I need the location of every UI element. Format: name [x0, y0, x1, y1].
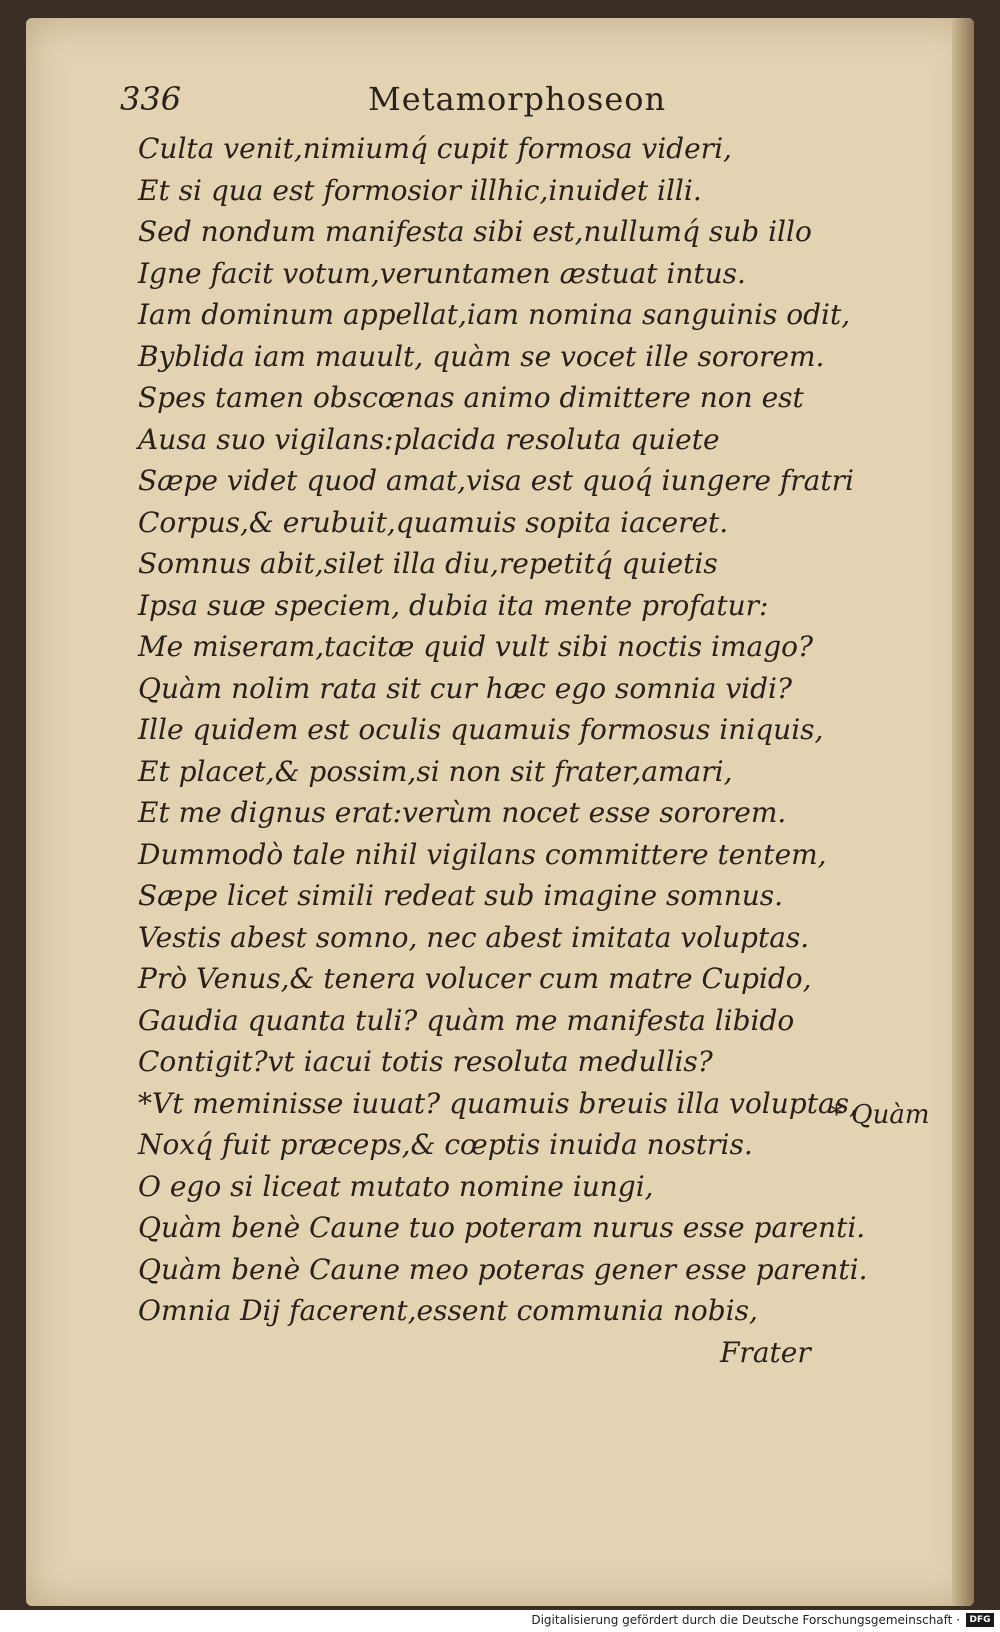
- verse-line: Noxq́ fuit præceps,& cœptis inuida nostris.: [138, 1128, 753, 1161]
- verse-line: Corpus,& erubuit,quamuis sopita iaceret.: [138, 505, 729, 539]
- verse-line: *Vt meminisse iuuat? quamuis breuis illa voluptas,: [138, 1086, 858, 1120]
- catchword: Frater: [720, 1336, 811, 1369]
- funding-notice: Digitalisierung gefördert durch die Deutsche Forschungsgemeinschaft ·: [531, 1613, 960, 1627]
- verse-line: Et me dignus erat:verùm nocet esse sororem.: [138, 796, 787, 829]
- verse-line: Contigit?vt iacui totis resoluta medullis?: [138, 1045, 713, 1078]
- verse-line: Dummodò tale nihil vigilans committere tentem,: [138, 837, 827, 871]
- verse-line: Igne facit votum,veruntamen æstuat intus.: [138, 256, 746, 290]
- dfg-logo-icon: DFG: [966, 1613, 994, 1627]
- verse-line: Sæpe licet simili redeat sub imagine somnus.: [138, 879, 784, 912]
- verse-line: Omnia Dij facerent,essent communia nobis,: [138, 1294, 758, 1327]
- verse-line: Spes tamen obscœnas animo dimittere non est: [138, 381, 804, 414]
- footer-bar: [0, 1610, 1000, 1632]
- verse-line: Ille quidem est oculis quamuis formosus iniquis,: [138, 713, 824, 746]
- verse-line: Quàm nolim rata sit cur hæc ego somnia vidi?: [138, 671, 792, 705]
- page-edge: [952, 18, 974, 1606]
- verse-line: Et si qua est formosior illhic,inuidet illi.: [138, 173, 702, 207]
- verse-line: Byblida iam mauult, quàm se vocet ille sororem.: [138, 339, 825, 373]
- verse-line: O ego si liceat mutato nomine iungi,: [138, 1169, 654, 1203]
- verse-line: Culta venit,nimiumq́ cupit formosa videri,: [138, 132, 732, 165]
- verse-line: Et placet,& possim,si non sit frater,amari,: [138, 754, 733, 788]
- verse-line: Ausa suo vigilans:placida resoluta quiete: [138, 422, 720, 456]
- verse-line: Iam dominum appellat,iam nomina sanguinis odit,: [138, 298, 851, 331]
- verse-line: Ipsa suæ speciem, dubia ita mente profatur:: [138, 588, 769, 622]
- verse-line: Gaudia quanta tuli? quàm me manifesta libido: [138, 1003, 795, 1037]
- margin-note: * Quàm: [830, 1100, 930, 1130]
- verse-line: Vestis abest somno, nec abest imitata voluptas.: [138, 920, 810, 954]
- verse-line: Quàm benè Caune tuo poteram nurus esse parenti.: [138, 1211, 866, 1244]
- page-number: 336: [120, 80, 182, 118]
- verse-line: Sed nondum manifesta sibi est,nullumq́ sub illo: [138, 215, 812, 248]
- verse-block: [138, 128, 868, 1332]
- verse-line: Me miseram,tacitæ quid vult sibi noctis imago?: [138, 630, 814, 663]
- verse-line: Quàm benè Caune meo poteras gener esse parenti.: [138, 1252, 868, 1286]
- verse-line: Prò Venus,& tenera volucer cum matre Cupido,: [138, 962, 812, 995]
- running-head: Metamorphoseon: [368, 80, 667, 118]
- verse-line: Somnus abit,silet illa diu,repetitq́ quietis: [138, 547, 718, 580]
- page-header: [120, 80, 680, 120]
- verse-line: Sæpe videt quod amat,visa est quoq́ iungere fratri: [138, 464, 854, 497]
